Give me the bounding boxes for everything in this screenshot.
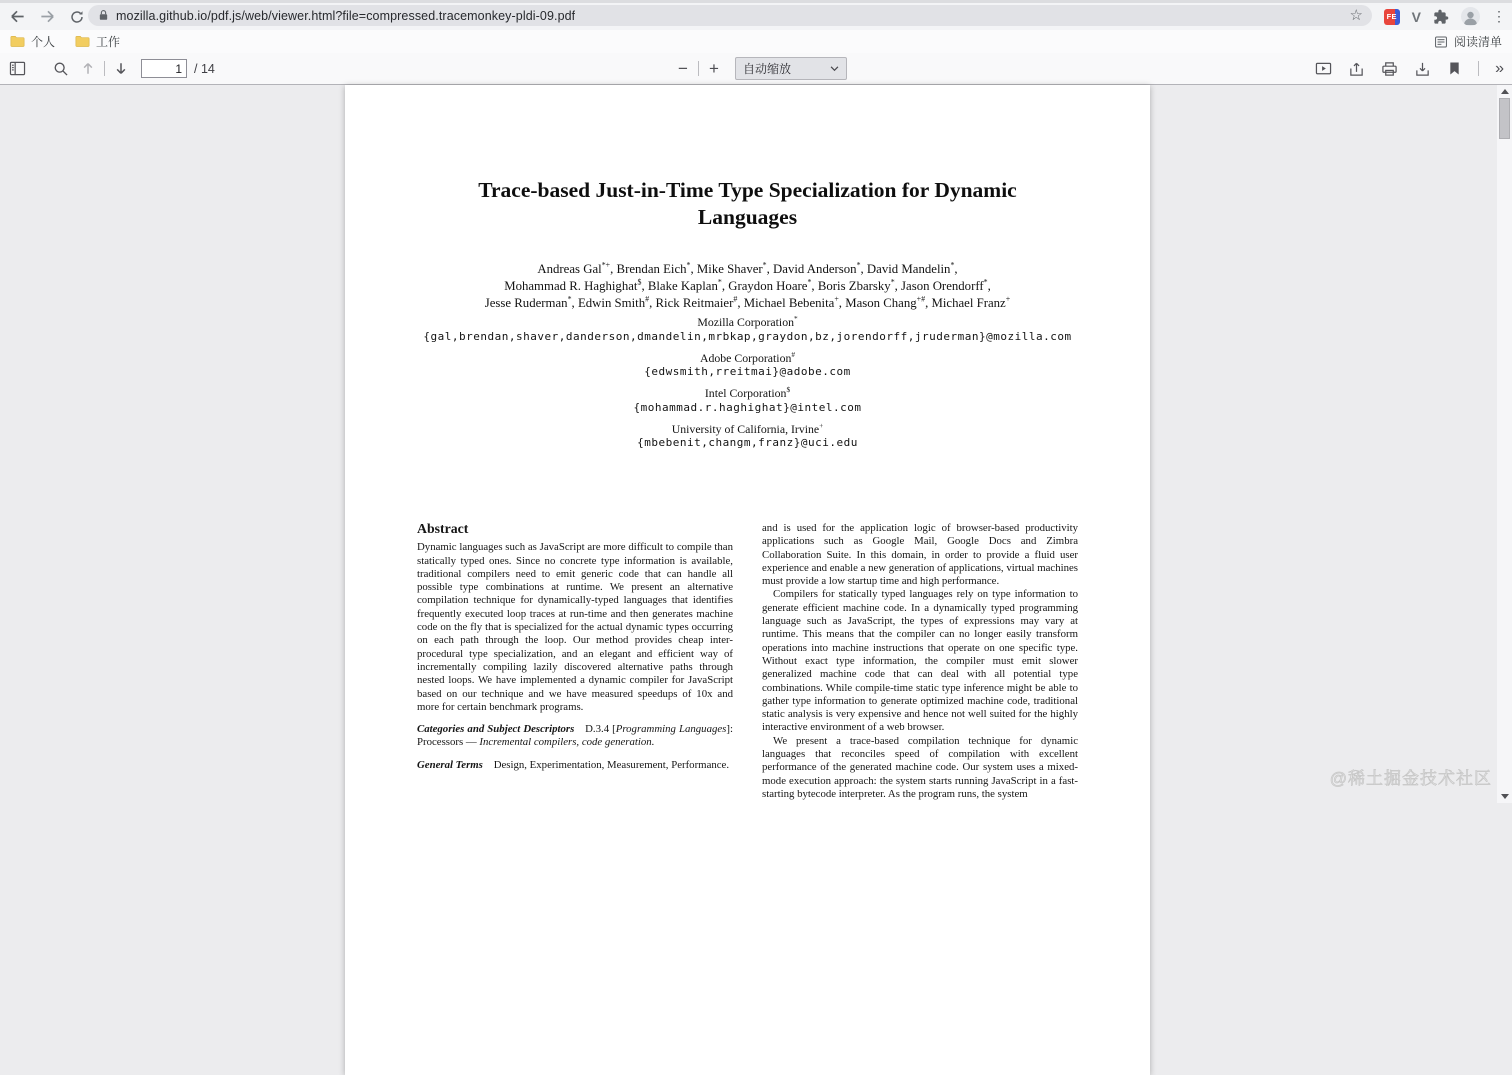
affiliation-name: Adobe Corporation xyxy=(699,350,792,365)
forward-arrow-icon xyxy=(39,8,56,25)
page-number-input[interactable] xyxy=(141,59,187,78)
next-page-button[interactable] xyxy=(109,53,133,84)
affiliation-block xyxy=(345,349,1150,380)
affiliation-email: {mbebenit,changm,franz}@uci.edu xyxy=(637,436,858,449)
bookmark-folder-label: 个人 xyxy=(31,35,56,49)
bookmark-star-icon[interactable]: ☆ xyxy=(1349,7,1363,24)
pdf-viewer-toolbar xyxy=(0,53,1512,85)
affiliation-block xyxy=(345,420,1150,451)
print-button[interactable] xyxy=(1377,53,1401,84)
bookmark-button[interactable] xyxy=(1443,53,1465,84)
abstract-text: Dynamic languages such as JavaScript are more difficult to compile than statically typed ones. Since no concrete type information is available, traditional compilers need to emit generic code that can handle all possible type combinations at runtime. We present an alternative compilation technique for dynamically-typed languages that identifies frequently executed loop traces at run-time and then generates machine code on the fly that is specialized for the actual dynamic types occurring on each path through the loop. Our method provides cheap inter-procedural type specialization, and an elegant and efficient way of incrementally compiling lazily discovered alternative paths through nested loops. We have implemented a dynamic compiler for JavaScript based on our technique and we have measured speedups of 10x and more for certain benchmark programs. xyxy=(417,541,733,713)
abstract-heading: Abstract xyxy=(417,521,469,536)
download-button[interactable] xyxy=(1410,53,1434,84)
general-terms-line: General Terms Design, Experimentation, Measurement, Performance. xyxy=(417,758,730,771)
back-button[interactable] xyxy=(2,3,32,30)
triangle-up-icon xyxy=(1501,89,1509,94)
browser-menu-button[interactable]: ⋮ xyxy=(1492,8,1506,24)
left-column xyxy=(417,522,733,772)
extension-v-icon[interactable]: V xyxy=(1411,8,1421,25)
author-line: Mohammad R. Haghighat$, Blake Kaplan*, Graydon Hoare*, Boris Zbarsky*, Jason Orendorff*, xyxy=(504,277,991,293)
affiliation-name: Mozilla Corporation xyxy=(697,315,794,329)
address-bar[interactable] xyxy=(88,5,1372,26)
forward-button[interactable] xyxy=(32,3,62,30)
bookmark-folder-personal[interactable] xyxy=(10,33,55,50)
search-icon xyxy=(53,61,69,77)
paper-affiliations xyxy=(345,316,1150,458)
extension-fe-icon[interactable]: FE xyxy=(1384,9,1400,25)
scroll-up-button[interactable] xyxy=(1497,85,1512,98)
folder-icon xyxy=(75,35,90,48)
triangle-down-icon xyxy=(1501,794,1509,799)
affiliation-email: {gal,brendan,shaver,danderson,dmandelin,mrbkap,graydon,bz,jorendorff,jruderman}@mozilla.com xyxy=(423,329,1072,343)
browser-toolbar xyxy=(0,0,1512,30)
watermark: @稀土掘金技术社区 xyxy=(1329,769,1492,788)
search-button[interactable] xyxy=(48,53,74,84)
bookmark-flag-icon xyxy=(1448,61,1461,76)
presentation-icon xyxy=(1315,61,1332,77)
categories-line: Categories and Subject Descriptors D.3.4 [Programming Languages]: Processors — Incremental compilers, code generation. xyxy=(417,723,733,749)
arrow-down-icon xyxy=(114,61,128,76)
author-line: Jesse Ruderman*, Edwin Smith#, Rick Reitmaier#, Michael Bebenita+, Mason Chang+#, Michael Franz+ xyxy=(484,294,1011,310)
scroll-down-button[interactable] xyxy=(1497,790,1512,803)
toolbar-separator xyxy=(698,61,699,76)
toolbar-separator xyxy=(1478,61,1479,76)
affiliation-marker: $ xyxy=(786,385,791,395)
profile-avatar[interactable] xyxy=(1461,7,1480,26)
extensions-puzzle-icon[interactable] xyxy=(1433,9,1449,25)
bookmarks-bar xyxy=(0,30,1512,53)
body-paragraph: and is used for the application logic of browser-based productivity applications such as Google Mail, Google Docs and Zimbra Collaboration Suite. In this domain, in order to provide a fluid user experience and enable a new generation of applications, virtual machines must provide a low startup time and high performance. xyxy=(762,522,1078,588)
author-line: Andreas Gal*+, Brendan Eich*, Mike Shaver*, David Anderson*, David Mandelin*, xyxy=(537,260,958,276)
toggle-sidebar-button[interactable] xyxy=(2,53,32,84)
folder-icon xyxy=(10,35,25,48)
url-text: mozilla.github.io/pdf.js/web/viewer.html?file=compressed.tracemonkey-pldi-09.pdf xyxy=(116,8,576,23)
scrollbar-thumb[interactable] xyxy=(1499,98,1510,139)
affiliation-block xyxy=(345,316,1150,344)
reading-list-button[interactable] xyxy=(1434,33,1502,50)
sidebar-icon xyxy=(9,61,26,76)
affiliation-email: {mohammad.r.haghighat}@intel.com xyxy=(633,400,862,414)
arrow-up-icon xyxy=(81,61,95,76)
zoom-in-button[interactable]: + xyxy=(709,59,719,78)
bookmark-folder-work[interactable] xyxy=(75,33,120,50)
open-file-button[interactable] xyxy=(1344,53,1368,84)
back-arrow-icon xyxy=(9,8,26,25)
right-column xyxy=(762,522,1078,801)
bookmark-folder-label: 工作 xyxy=(96,35,121,49)
zoom-mode-select[interactable] xyxy=(735,57,847,80)
more-tools-button[interactable]: » xyxy=(1495,60,1504,77)
download-icon xyxy=(1414,61,1431,77)
lock-icon xyxy=(98,9,109,22)
presentation-mode-button[interactable] xyxy=(1311,53,1335,84)
body-paragraph: Compilers for statically typed languages rely on type information to generate efficient machine code. In a dynamically typed programming language such as JavaScript, the types of expressions may vary at runtime. This means that the compiler can no longer easily transform operations into machine instructions that operate on one specific type. Without exact type information, the compiler must emit slower generalized machine code that can deal with all potential type combinations. While compile-time static type inference might be able to gather type information to generate optimized machine code, traditional static analysis is very expensive and hence not well suited for the highly interactive environment of a web browser. xyxy=(762,588,1078,734)
previous-page-button[interactable] xyxy=(76,53,100,84)
affiliation-block xyxy=(345,387,1150,415)
affiliation-marker: * xyxy=(794,314,798,324)
page-count-label: / 14 xyxy=(194,61,215,76)
reading-list-icon xyxy=(1434,35,1448,49)
paper-title: Trace-based Just-in-Time Type Specialization for Dynamic Languages xyxy=(478,178,1017,229)
toolbar-separator xyxy=(104,61,105,76)
reload-icon xyxy=(69,9,85,25)
open-file-icon xyxy=(1348,61,1365,77)
pdf-viewer-area xyxy=(0,85,1512,803)
tab-strip xyxy=(0,0,1512,3)
reading-list-label: 阅读清单 xyxy=(1453,35,1502,49)
body-paragraph: We present a trace-based compilation technique for dynamic languages that reconciles speed of compilation with excellent performance of the generated machine code. Our system uses a mixed-mode execution approach: the system starts running JavaScript in a fast-starting bytecode interpreter. As the program runs, the system xyxy=(762,734,1078,800)
affiliation-name: University of California, Irvine xyxy=(671,421,820,436)
affiliation-name: Intel Corporation xyxy=(704,386,787,400)
pdf-page xyxy=(345,85,1150,1075)
chevron-down-icon xyxy=(830,66,839,72)
scrollbar[interactable] xyxy=(1497,85,1512,803)
zoom-mode-value: 自动缩放 xyxy=(743,62,792,76)
zoom-out-button[interactable]: − xyxy=(678,59,688,78)
paper-authors xyxy=(375,261,1120,312)
affiliation-marker: # xyxy=(791,349,796,359)
print-icon xyxy=(1381,61,1398,77)
affiliation-marker: + xyxy=(819,420,824,430)
affiliation-email: {edwsmith,rreitmai}@adobe.com xyxy=(644,365,851,378)
